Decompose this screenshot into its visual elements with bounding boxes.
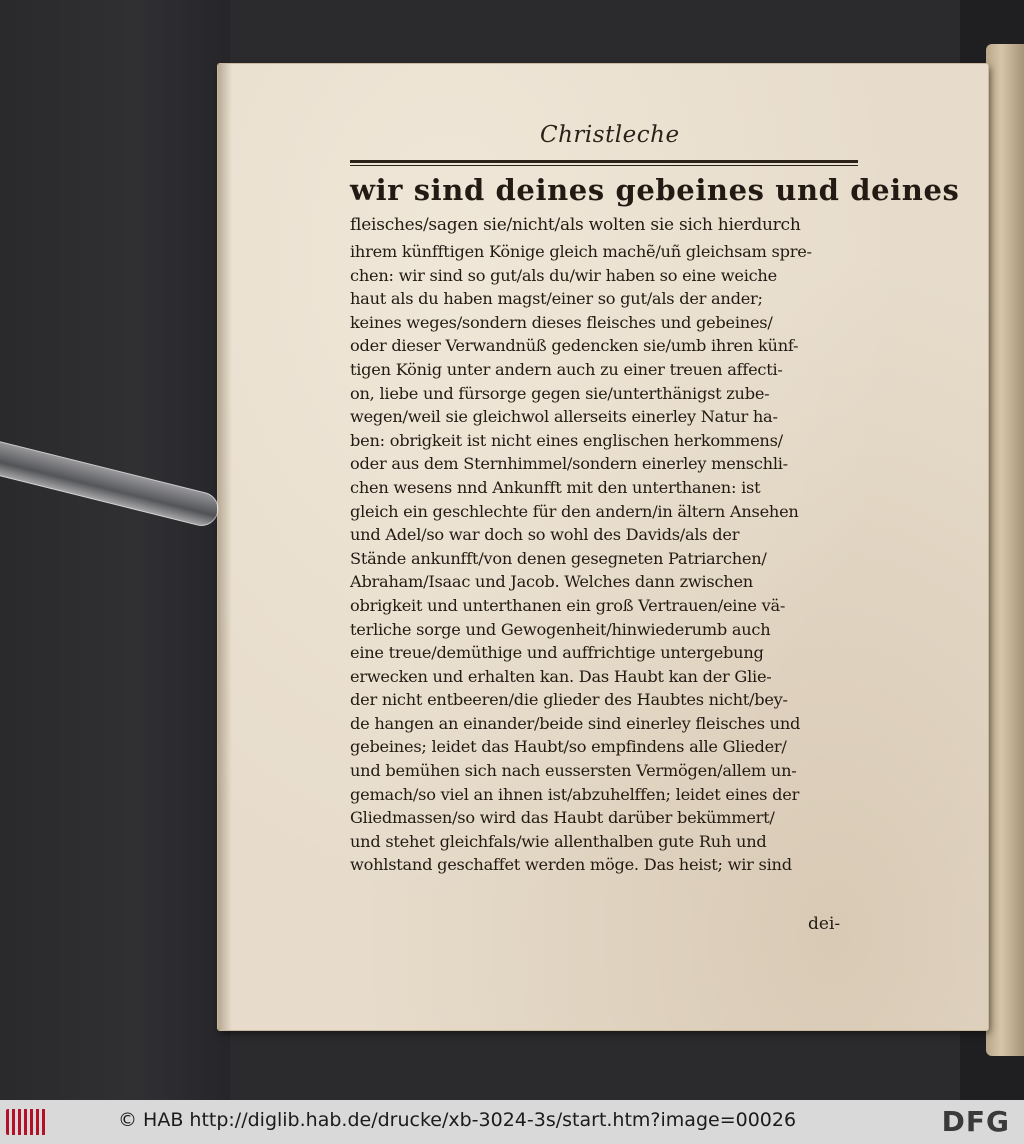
text-line: ihrem künfftigen Könige gleich machẽ/uñ gleichsam spre- [350,242,812,261]
text-line: keines weges/sondern dieses fleisches und gebeines/ [350,312,773,332]
text-line: Gliedmassen/so wird das Haubt darüber bekümmert/ [350,808,775,828]
text-line: terliche sorge und Gewogenheit/hinwiederumb auch [350,619,771,639]
text-line: de hangen an einander/beide sind einerley fleisches und [350,713,801,733]
spine-shadow [218,64,232,1030]
text-line: Stände ankunfft/von denen gesegneten Patriarchen/ [350,548,767,568]
text-line: der nicht entbeeren/die glieder des Haubtes nicht/bey- [350,690,788,710]
book-page-edges [986,44,1024,1056]
text-line: eine treue/demüthige und auffrichtige untergebung [350,643,764,663]
text-line: gemach/so viel an ihnen ist/abzuhelffen; leidet eines der [350,784,800,804]
text-line: Abraham/Isaac und Jacob. Welches dann zwischen [350,572,753,592]
head-rule-thin [350,165,858,166]
head-rule [350,160,858,163]
text-line: und bemühen sich nach eussersten Vermögen/allem un- [350,761,797,781]
text-line: wohlstand geschaffet werden möge. Das heist; wir sind [350,855,792,875]
text-line: ben: obrigkeit ist nicht eines englischen herkommens/ [350,430,783,450]
text-line: obrigkeit und unterthanen ein groß Vertrauen/eine vä- [350,595,786,615]
text-line: tigen König unter andern auch zu einer treuen affecti- [350,359,783,379]
text-line: und Adel/so war doch so wohl des Davids/als der [350,525,740,545]
text-line: wir sind deines gebeines und deines [350,173,960,207]
dfg-logo: DFG [941,1105,1010,1138]
copyright-link[interactable]: © HAB http://diglib.hab.de/drucke/xb-3024-3s/start.htm?image=00026 [118,1109,797,1131]
text-line: oder aus dem Sternhimmel/sondern einerley menschli- [350,454,788,474]
text-line: on, liebe und fürsorge gegen sie/unterthänigst zube- [350,383,770,403]
text-line: fleisches/sagen sie/nicht/als wolten sie sich hierdurch [350,215,801,235]
catchword: dei- [808,914,841,934]
hab-barcode-icon [6,1109,46,1135]
text-line: erwecken und erhalten kan. Das Haubt kan der Glie- [350,666,772,686]
footer-bar [0,1100,1024,1144]
running-head: Christleche [540,122,680,148]
text-line: gebeines; leidet das Haubt/so empfindens alle Glieder/ [350,737,787,757]
text-line: chen: wir sind so gut/als du/wir haben so eine weiche [350,265,777,285]
text-line: und stehet gleichfals/wie allenthalben gute Ruh und [350,831,767,851]
text-line: oder dieser Verwandnüß gedencken sie/umb ihren künf- [350,336,799,356]
text-line: gleich ein geschlechte für den andern/in ältern Ansehen [350,501,799,521]
text-line: wegen/weil sie gleichwol allerseits einerley Natur ha- [350,407,778,427]
text-line: haut als du haben magst/einer so gut/als der ander; [350,289,763,309]
body-text [350,168,960,877]
text-line: chen wesens nnd Ankunfft mit den unterthanen: ist [350,477,761,497]
